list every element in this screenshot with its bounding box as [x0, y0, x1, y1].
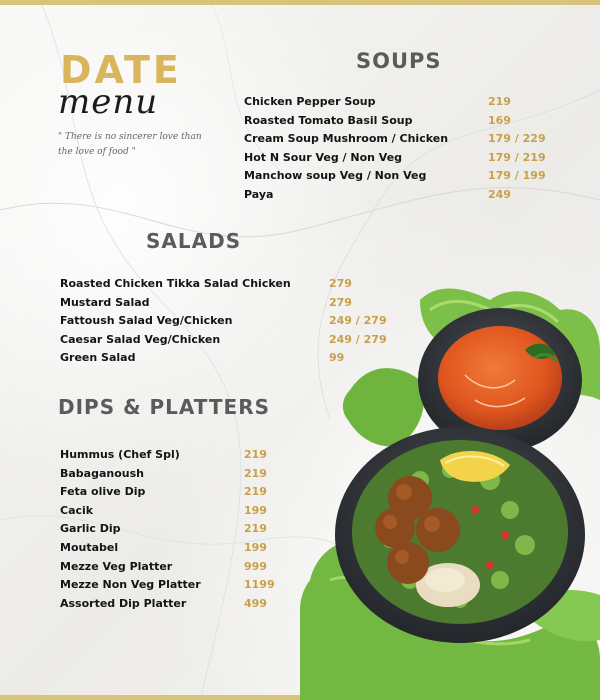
item-price: 199	[244, 503, 267, 517]
item-price: 219	[244, 466, 267, 480]
menu-item	[244, 169, 564, 188]
dips-platters-heading: DIPS & PLATTERS	[58, 395, 271, 419]
menu-item	[60, 578, 290, 597]
item-name: Mezze Non Veg Platter	[60, 578, 201, 592]
falafel-salad-bowl-image	[335, 427, 585, 643]
item-name: Hummus (Chef Spl)	[60, 448, 180, 461]
item-name: Roasted Chicken Tikka Salad Chicken	[60, 277, 291, 290]
item-name: Assorted Dip Platter	[60, 596, 187, 610]
menu-item	[60, 467, 290, 486]
menu-item	[244, 114, 564, 133]
item-name: Garlic Dip	[60, 522, 121, 536]
item-name: Feta olive Dip	[60, 485, 146, 499]
brand-script: menu	[58, 82, 159, 122]
item-price: 179 / 219	[488, 150, 546, 164]
item-name: Chicken Pepper Soup	[244, 95, 376, 108]
menu-item	[60, 448, 290, 467]
salads-heading: SALADS	[146, 229, 242, 253]
item-price: 219	[244, 448, 267, 461]
item-price: 999	[244, 559, 267, 573]
item-name: Mezze Veg Platter	[60, 559, 173, 573]
item-price: 1199	[244, 578, 275, 592]
food-illustration	[300, 280, 600, 700]
item-price: 99	[329, 351, 345, 365]
item-price: 169	[488, 113, 511, 127]
menu-item	[244, 151, 564, 170]
item-price: 179 / 229	[488, 132, 546, 146]
item-price: 249 / 279	[329, 332, 387, 346]
item-price: 249	[488, 187, 511, 201]
item-name: Fattoush Salad Veg/Chicken	[60, 314, 233, 328]
item-name: Paya	[244, 187, 274, 201]
item-price: 219	[244, 522, 267, 536]
item-name: Green Salad	[60, 351, 136, 365]
dips-list	[60, 448, 290, 615]
item-name: Cream Soup Mushroom / Chicken	[244, 132, 449, 146]
item-name: Caesar Salad Veg/Chicken	[60, 332, 221, 346]
item-price: 219	[488, 95, 511, 108]
item-name: Moutabel	[60, 540, 119, 554]
menu-item	[60, 504, 290, 523]
item-price: 499	[244, 596, 267, 610]
item-price: 219	[244, 485, 267, 499]
item-price: 199	[244, 540, 267, 554]
item-name: Cacik	[60, 503, 94, 517]
menu-item	[244, 132, 564, 151]
soups-heading: SOUPS	[356, 49, 442, 73]
soups-list	[244, 95, 564, 207]
item-price: 249 / 279	[329, 314, 387, 328]
menu-item	[244, 188, 564, 207]
item-name: Babaganoush	[60, 466, 144, 480]
item-name: Hot N Sour Veg / Non Veg	[244, 150, 403, 164]
item-name: Manchow soup Veg / Non Veg	[244, 169, 427, 183]
menu-item	[60, 560, 290, 579]
menu-item	[60, 597, 290, 616]
menu-item	[60, 522, 290, 541]
item-name: Roasted Tomato Basil Soup	[244, 113, 413, 127]
item-name: Mustard Salad	[60, 295, 150, 309]
item-price: 179 / 199	[488, 169, 546, 183]
top-gold-border	[0, 0, 600, 5]
menu-item	[60, 541, 290, 560]
menu-item	[60, 485, 290, 504]
item-price: 279	[329, 277, 352, 290]
brand-title: DATE	[60, 48, 182, 92]
item-price: 279	[329, 295, 352, 309]
tagline-quote: " There is no sincerer love than the love of food "	[58, 132, 202, 157]
menu-item	[244, 95, 564, 114]
